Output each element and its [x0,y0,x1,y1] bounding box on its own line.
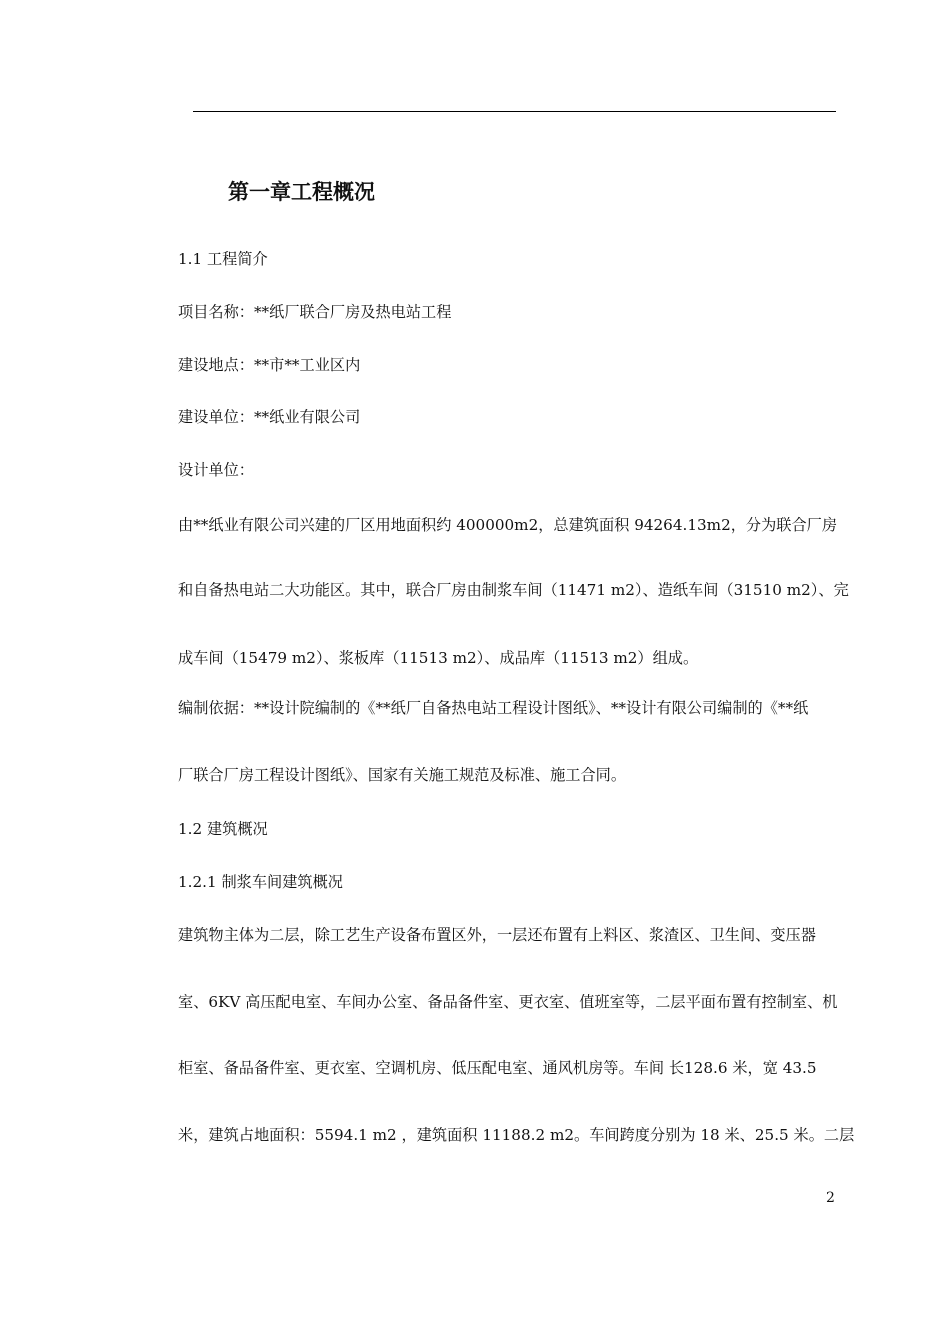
overview-line: 由**纸业有限公司兴建的厂区用地面积约 400000m2，总建筑面积 94264.13m2，分为联合厂房 [178,516,838,534]
build-location: 建设地点：**市**工业区内 [178,356,361,374]
building-line: 室、6KV 高压配电室、车间办公室、备品备件室、更衣室、值班室等，二层平面布置有控制室、机 [178,993,838,1011]
building-line: 柜室、备品备件室、更衣室、空调机房、低压配电室、通风机房等。车间 长128.6 米，宽 43.5 [178,1059,817,1077]
section-heading-1-2: 1.2 建筑概况 [178,820,268,838]
basis-line: 厂联合厂房工程设计图纸》、国家有关施工规范及标准、施工合同。 [178,766,627,784]
build-unit: 建设单位：**纸业有限公司 [178,408,361,426]
building-line: 米，建筑占地面积：5594.1 m2 ，建筑面积 11188.2 m2。车间跨度分别为 18 米、25.5 米。二层 [178,1126,855,1144]
overview-line: 成车间（15479 m2）、浆板库（11513 m2）、成品库（11513 m2）组成。 [178,649,699,667]
building-line: 建筑物主体为二层，除工艺生产设备布置区外，一层还布置有上料区、浆渣区、卫生间、变压器 [178,926,816,944]
chapter-title: 第一章工程概况 [228,180,375,204]
project-name: 项目名称：**纸厂联合厂房及热电站工程 [178,303,452,321]
header-rule [193,111,836,112]
design-unit: 设计单位： [178,461,254,479]
section-heading-1-1: 1.1 工程简介 [178,250,268,268]
page-number: 2 [826,1190,835,1206]
section-heading-1-2-1: 1.2.1 制浆车间建筑概况 [178,873,343,891]
basis-line: 编制依据：**设计院编制的《**纸厂自备热电站工程设计图纸》、**设计有限公司编制的《**纸 [178,699,809,717]
overview-line: 和自备热电站二大功能区。其中，联合厂房由制浆车间（11471 m2）、造纸车间（31510 m2）、完 [178,581,849,599]
